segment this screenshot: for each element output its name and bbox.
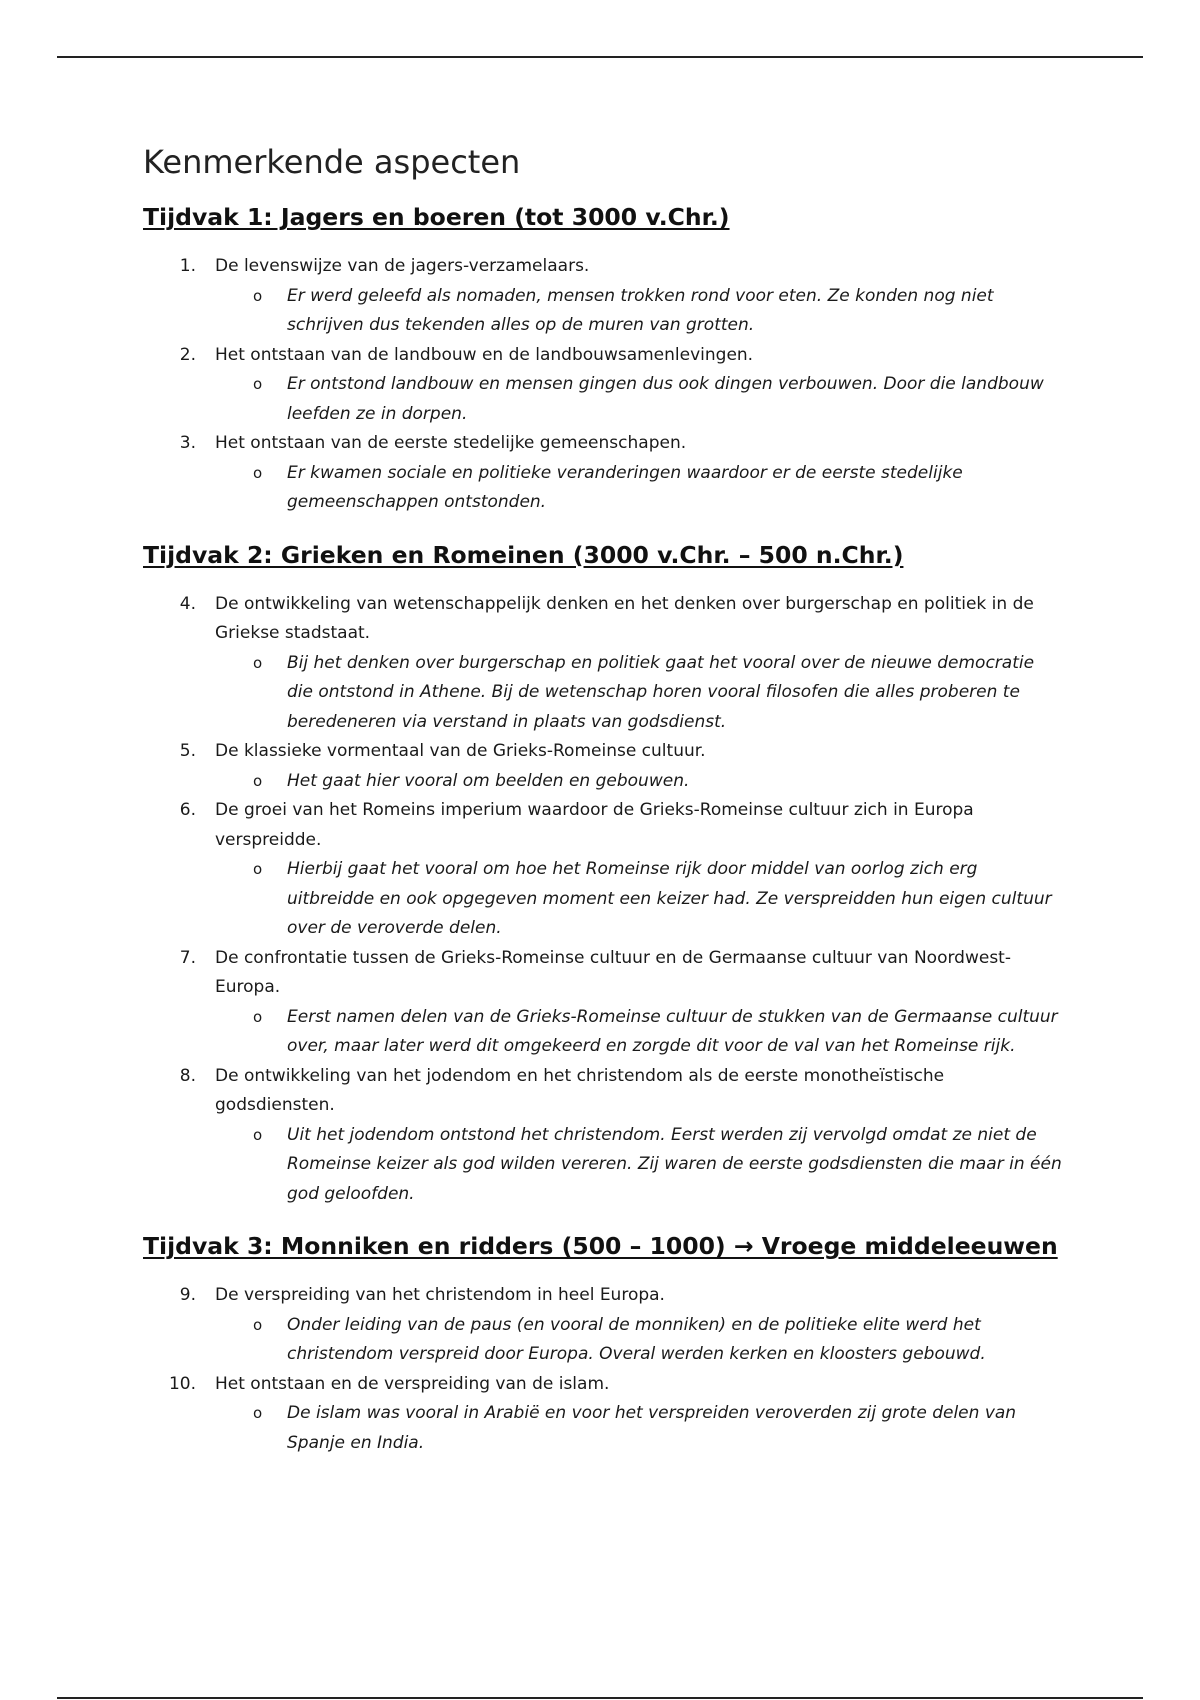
sub-item <box>143 649 1063 738</box>
item-number: 3. <box>179 433 196 453</box>
item-number: 1. <box>179 256 196 276</box>
aspect-list <box>143 252 1063 518</box>
item-note: Er ontstond landbouw en mensen gingen dus ook dingen verbouwen. Door die landbouw leefden ze in dorpen. <box>287 374 1044 424</box>
sub-item <box>143 1311 1063 1370</box>
item-note: Het gaat hier vooral om beelden en gebouwen. <box>287 770 690 791</box>
circle-bullet-icon: o <box>253 860 263 878</box>
circle-bullet-icon: o <box>253 375 263 393</box>
circle-bullet-icon: o <box>253 286 263 305</box>
list-item <box>143 429 1063 518</box>
item-text: De levenswijze van de jagers-verzamelaars. <box>215 256 590 276</box>
item-text: Het ontstaan en de verspreiding van de islam. <box>215 1373 610 1394</box>
section-heading: Tijdvak 3: Monniken en ridders (500 – 1000) → Vroege middeleeuwen <box>143 1232 1058 1260</box>
circle-bullet-icon: o <box>253 1404 263 1422</box>
item-note: Bij het denken over burgerschap en politiek gaat het vooral over de nieuwe democratie die ontstond in Athene. Bij de wetenschap horen vooral filosofen die alles proberen te beredeneren via verstand in plaats van godsdienst. <box>287 652 1035 732</box>
circle-bullet-icon: o <box>253 1125 263 1144</box>
list-item <box>143 1062 1063 1210</box>
item-number: 8. <box>179 1065 196 1086</box>
aspect-list <box>143 1281 1063 1458</box>
circle-bullet-icon: o <box>253 463 263 482</box>
section-tijdvak-1 <box>143 196 1063 518</box>
item-note: Er werd geleefd als nomaden, mensen trokken rond voor eten. Ze konden nog niet schrijven dus tekenden alles op de muren van grotten. <box>287 285 994 335</box>
section-tijdvak-2 <box>143 534 1063 1210</box>
item-number: 7. <box>179 947 196 968</box>
list-item <box>143 1281 1063 1370</box>
circle-bullet-icon: o <box>253 653 263 672</box>
item-text: Het ontstaan van de landbouw en de landbouwsamenlevingen. <box>215 344 754 365</box>
item-note: Er kwamen sociale en politieke veranderingen waardoor er de eerste stedelijke gemeenschappen ontstonden. <box>287 462 963 512</box>
section-heading: Tijdvak 1: Jagers en boeren (tot 3000 v.Chr.) <box>143 203 730 231</box>
section-tijdvak-3 <box>143 1225 1063 1458</box>
item-note: Uit het jodendom ontstond het christendom. Eerst werden zij vervolgd omdat ze niet de Romeinse keizer als god wilden vereren. Zij waren de eerste godsdiensten die maar in één god geloofden. <box>287 1124 1062 1204</box>
item-number: 5. <box>179 741 196 761</box>
list-item <box>143 944 1063 1062</box>
item-text: De ontwikkeling van het jodendom en het christendom als de eerste monotheïstische godsdiensten. <box>215 1065 945 1115</box>
item-note: Onder leiding van de paus (en vooral de monniken) en de politieke elite werd het christendom verspreid door Europa. Overal werden kerken en kloosters gebouwd. <box>287 1314 986 1364</box>
list-item <box>143 590 1063 738</box>
header-rule <box>57 56 1143 58</box>
item-text: De klassieke vormentaal van de Grieks-Romeinse cultuur. <box>215 741 706 761</box>
circle-bullet-icon: o <box>253 1315 263 1334</box>
sub-item <box>143 282 1063 341</box>
sections-container <box>143 196 1063 1458</box>
item-note: Hierbij gaat het vooral om hoe het Romeinse rijk door middel van oorlog zich erg uitbreidde en ook opgegeven moment een keizer had. Ze verspreidden hun eigen cultuur over de veroverde delen. <box>287 859 1052 938</box>
list-item <box>143 737 1063 796</box>
circle-bullet-icon: o <box>253 771 263 790</box>
document-body <box>143 136 1063 1474</box>
list-item <box>143 1370 1063 1459</box>
list-item <box>143 796 1063 944</box>
item-number: 10. <box>168 1373 196 1394</box>
sub-item <box>143 855 1063 944</box>
footer-rule <box>57 1697 1143 1699</box>
item-text: De ontwikkeling van wetenschappelijk denken en het denken over burgerschap en politiek in de Griekse stadstaat. <box>215 593 1034 643</box>
sub-item <box>143 459 1063 518</box>
list-item <box>143 341 1063 430</box>
list-item <box>143 252 1063 341</box>
sub-item <box>143 1003 1063 1062</box>
sub-item <box>143 1399 1063 1458</box>
item-text: Het ontstaan van de eerste stedelijke gemeenschapen. <box>215 433 687 453</box>
document-title: Kenmerkende aspecten <box>143 143 521 181</box>
item-text: De groei van het Romeins imperium waardoor de Grieks-Romeinse cultuur zich in Europa verspreidde. <box>215 800 974 850</box>
item-number: 9. <box>179 1285 196 1305</box>
item-number: 6. <box>179 800 196 820</box>
sub-item <box>143 767 1063 797</box>
item-text: De verspreiding van het christendom in heel Europa. <box>215 1285 665 1305</box>
sub-item <box>143 1121 1063 1210</box>
item-number: 4. <box>179 593 196 614</box>
item-note: De islam was vooral in Arabië en voor het verspreiden veroverden zij grote delen van Spanje en India. <box>287 1403 1017 1453</box>
circle-bullet-icon: o <box>253 1007 263 1026</box>
item-text: De confrontatie tussen de Grieks-Romeinse cultuur en de Germaanse cultuur van Noordwest-Europa. <box>215 947 1011 997</box>
item-note: Eerst namen delen van de Grieks-Romeinse cultuur de stukken van de Germaanse cultuur over, maar later werd dit omgekeerd en zorgde dit voor de val van het Romeinse rijk. <box>287 1006 1058 1056</box>
sub-item <box>143 370 1063 429</box>
item-number: 2. <box>179 344 196 365</box>
aspect-list <box>143 590 1063 1210</box>
section-heading: Tijdvak 2: Grieken en Romeinen (3000 v.Chr. – 500 n.Chr.) <box>143 540 904 569</box>
